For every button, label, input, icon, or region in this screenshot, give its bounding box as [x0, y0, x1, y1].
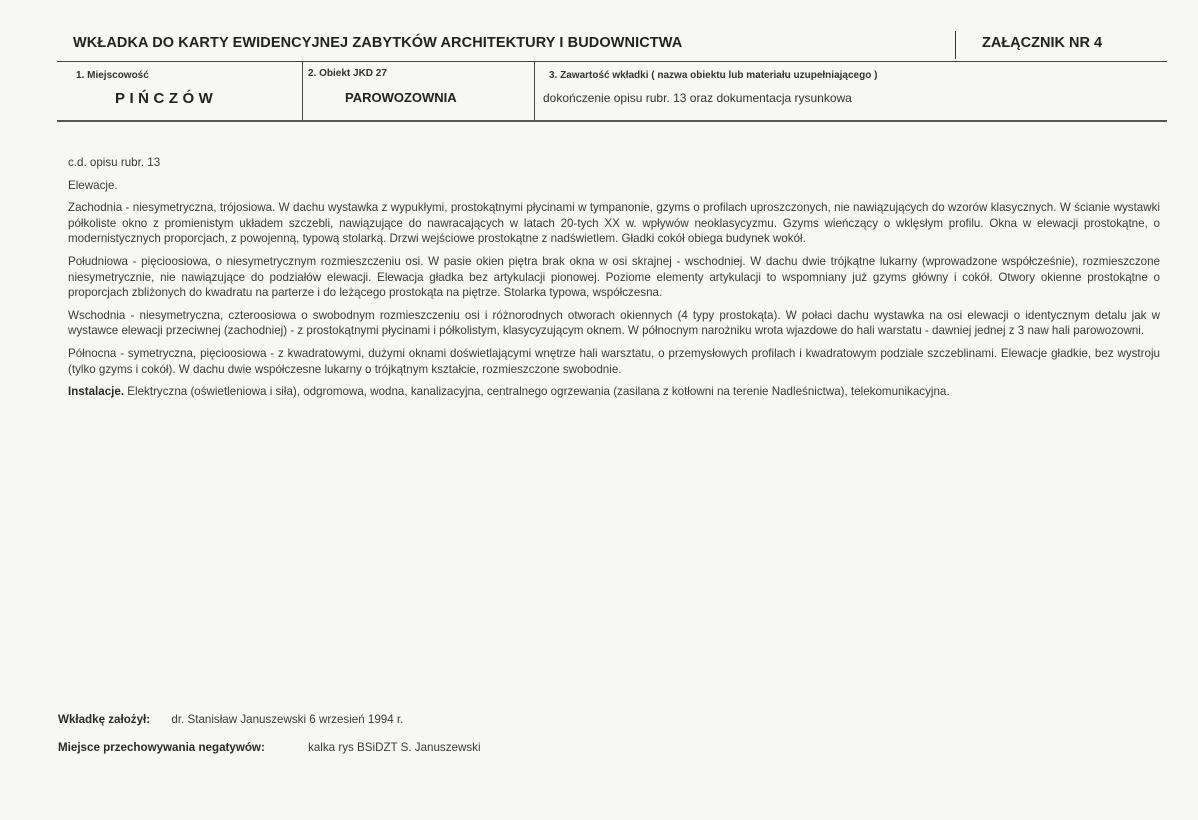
- storage-value: kalka rys BSiDZT S. Januszewski: [308, 741, 481, 754]
- author-row: [58, 713, 403, 726]
- header-divider: [955, 31, 956, 59]
- document-title: WKŁADKA DO KARTY EWIDENCYJNEJ ZABYTKÓW ARCHITEKTURY I BUDOWNICTWA: [73, 35, 683, 51]
- content-label: 3. Zawartość wkładki ( nazwa obiektu lub materiału uzupełniającego ): [549, 70, 878, 81]
- locality-label: 1. Miejscowość: [76, 70, 149, 81]
- description-body: [68, 155, 1160, 407]
- object-label: 2. Obiekt JKD 27: [308, 68, 387, 79]
- paragraph-north: Północna - symetryczna, pięcioosiowa - z kwadratowymi, dużymi oknami doświetlającymi wnętrze hali warsztatu, o przemysłowych profilach i kwadratowym podziale szczeblinami. Elewacje gładkie, bez wystroju (tylko gzyms i cokół). W dachu dwie współczesne lukarny o trójkątnym kształcie, rozmieszczone swobodnie.: [68, 346, 1160, 376]
- paragraph-south: Południowa - pięcioosiowa, o niesymetrycznym rozmieszczeniu osi. W pasie okien piętra brak okna w osi skrajnej - wschodniej. W dachu dwie trójkątne lukarny (wprowadzone współcześnie), rozmieszczone niesymetrycznie, nie nawiązujące do podziałów elewacji. Elewacja gładka bez artykulacji pionowej. Poziome elementy artykulacji to wspomniany już gzyms główny i cokół. Otwory okienne prostokątne o proporcjach zbliżonych do kwadratu na parterze i do leżącego prostokąta na piętrze. Stolarka typowa, współczesna.: [68, 254, 1160, 300]
- field-divider-2: [534, 62, 535, 120]
- field-divider-1: [302, 62, 303, 120]
- installations-label: Instalacje.: [68, 385, 125, 399]
- author-value: dr. Stanisław Januszewski 6 wrzesień 1994 r.: [171, 713, 404, 726]
- paragraph-installations: [68, 384, 1160, 400]
- annex-number: ZAŁĄCZNIK NR 4: [982, 35, 1103, 51]
- storage-row: [58, 741, 481, 754]
- object-value: PAROWOZOWNIA: [345, 90, 457, 105]
- paragraph-west: Zachodnia - niesymetryczna, trójosiowa. W dachu wystawka z wypukłymi, prostokątnymi płycinami w tympanonie, gzyms o profilach uproszczonych, nie nawiązujących do wzorów klasycznych. W ścianie wystawki półkoliste okno z promienistym układem szczebli, nawiązujące do nawracających w latach 20-tych XX w. wpływów neoklasycyzmu. Gzyms wieńczący o wklęsłym profilu. Okna w elewacji prostokątne, o modernistycznych proporcjach, z powojenną, typową stolarką. Drzwi wejściowe prostokątne z nadświetlem. Gładki cokół obiega budynek wokół.: [68, 201, 1160, 246]
- section-heading: Elewacje.: [68, 178, 118, 192]
- header-rule-top: [57, 61, 1167, 62]
- paragraph-east: Wschodnia - niesymetryczna, czteroosiowa o swobodnym rozmieszczeniu osi i różnorodnych otworach okiennych (4 typy prostokąta). W połaci dachu wystawka na osi elewacji o identycznym detalu jak w wystawce elewacji przeciwnej (zachodniej) - z prostokątnymi płycinami i półkolistym, klasycyzującym oknem. W północnym narożniku wrota wjazdowe do hali warstatu - dawniej jednej z 3 naw hali parowozowni.: [68, 308, 1160, 338]
- storage-label: Miejsce przechowywania negatywów:: [58, 741, 265, 754]
- author-label: Wkładkę założył:: [58, 713, 151, 726]
- content-value: dokończenie opisu rubr. 13 oraz dokumentacja rysunkowa: [543, 91, 852, 105]
- continuation-note: c.d. opisu rubr. 13: [68, 156, 161, 169]
- locality-value: PIŃCZÓW: [115, 90, 218, 107]
- header-rule-bottom: [57, 120, 1167, 122]
- installations-text: Elektryczna (oświetleniowa i siła), odgromowa, wodna, kanalizacyjna, centralnego ogrzewania (zasilana z kotłowni na terenie Nadleśnictwa), telekomunikacyjna.: [124, 385, 950, 399]
